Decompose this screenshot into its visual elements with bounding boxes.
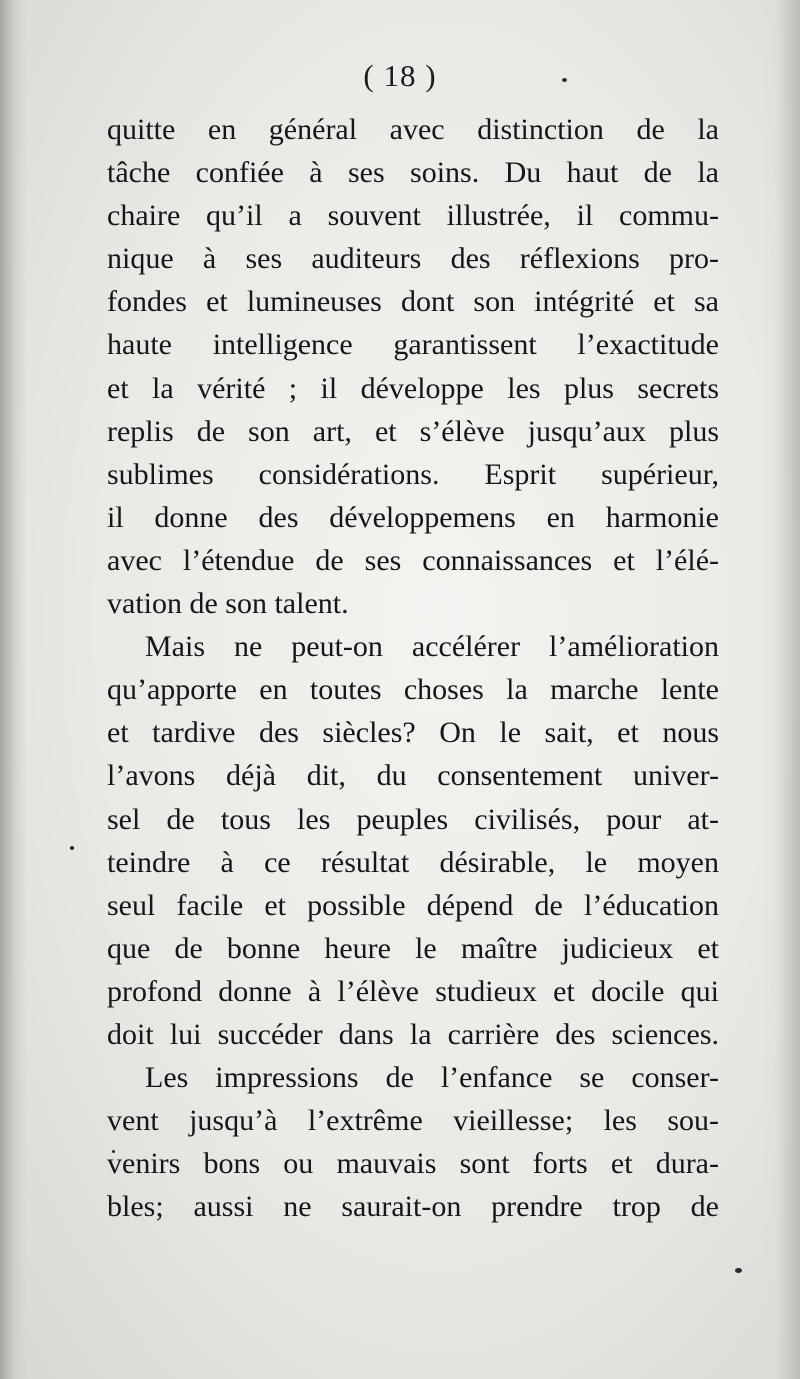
text-line: bles; aussi ne saurait-on prendre trop de bbox=[107, 1190, 719, 1224]
ink-speck bbox=[735, 1268, 742, 1273]
text-line: seul facile et possible dépend de l’éducation bbox=[107, 888, 719, 922]
text-line: et tardive des siècles? On le sait, et nous bbox=[107, 716, 719, 750]
text-line: et la vérité ; il développe les plus secrets bbox=[107, 371, 719, 405]
text-line: replis de son art, et s’élève jusqu’aux plus bbox=[107, 414, 719, 448]
text-line: chaire qu’il a souvent illustrée, il commu- bbox=[107, 199, 719, 233]
text-line: haute intelligence garantissent l’exactitude bbox=[107, 328, 719, 362]
text-line: Mais ne peut-on accélérer l’amélioration bbox=[145, 630, 719, 664]
paragraph bbox=[107, 108, 719, 625]
text-line: Les impressions de l’enfance se conser- bbox=[145, 1061, 719, 1095]
text-line: que de bonne heure le maître judicieux et bbox=[107, 931, 719, 965]
text-line: nique à ses auditeurs des réflexions pro- bbox=[107, 242, 719, 276]
paragraph bbox=[107, 1056, 719, 1228]
ink-speck bbox=[70, 846, 74, 850]
page-edge-shadow bbox=[760, 0, 800, 1379]
text-line: sel de tous les peuples civilisés, pour at- bbox=[107, 802, 719, 836]
text-line: doit lui succéder dans la carrière des sciences. bbox=[107, 1017, 719, 1051]
text-line: vent jusqu’à l’extrême vieillesse; les sou- bbox=[107, 1104, 719, 1138]
text-line: il donne des développemens en harmonie bbox=[107, 500, 719, 534]
paragraph bbox=[107, 625, 719, 1056]
page-body-text bbox=[107, 108, 719, 1228]
text-line: l’avons déjà dit, du consentement univer- bbox=[107, 759, 719, 793]
text-line: profond donne à l’élève studieux et docile qui bbox=[107, 974, 719, 1008]
text-line: tâche confiée à ses soins. Du haut de la bbox=[107, 156, 719, 190]
text-line: vation de son talent. bbox=[107, 587, 349, 621]
page-number: ( 18 ) bbox=[363, 58, 437, 93]
text-line: avec l’étendue de ses connaissances et l’élé- bbox=[107, 543, 719, 577]
text-line: teindre à ce résultat désirable, le moyen bbox=[107, 845, 719, 879]
page-gutter-shadow bbox=[0, 0, 26, 1379]
text-line: sublimes considérations. Esprit supérieur, bbox=[107, 457, 719, 491]
text-line: venirs bons ou mauvais sont forts et dura- bbox=[107, 1147, 719, 1181]
text-line: fondes et lumineuses dont son intégrité et sa bbox=[107, 285, 719, 319]
text-line: quitte en général avec distinction de la bbox=[107, 113, 719, 146]
text-line: qu’apporte en toutes choses la marche lente bbox=[107, 673, 719, 707]
